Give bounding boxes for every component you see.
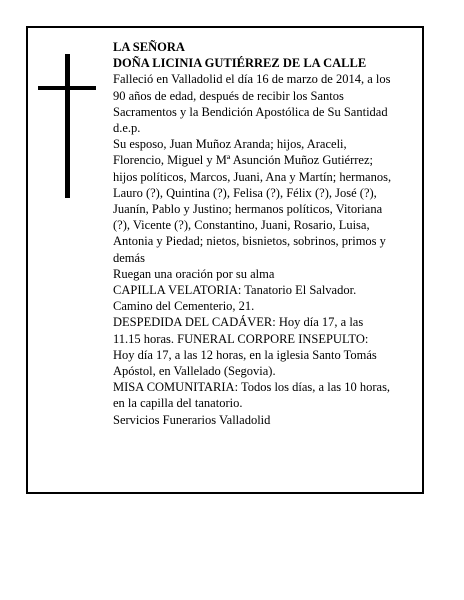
body-line: Florencio, Miguel y Mª Asunción Muñoz Gutiérrez; xyxy=(113,153,374,168)
body-line: Su esposo, Juan Muñoz Aranda; hijos, Araceli, xyxy=(113,137,347,152)
body-line: 11.15 horas. FUNERAL CORPORE INSEPULTO: xyxy=(113,331,369,346)
body-line: Falleció en Valladolid el día 16 de marzo de 2014, a los xyxy=(113,72,391,87)
cross-icon xyxy=(38,54,96,198)
body-line: Apóstol, en Vallelado (Segovia). xyxy=(113,364,276,379)
body-line: Hoy día 17, a las 12 horas, en la iglesia Santo Tomás xyxy=(113,347,377,362)
body-line: hijos políticos, Marcos, Juani, Ana y Martín; hermanos, xyxy=(113,169,392,184)
body-line: demás xyxy=(113,250,145,265)
body-line: en la capilla del tanatorio. xyxy=(113,396,243,411)
body-line: Antonia y Piedad; nietos, bisnietos, sobrinos, primos y xyxy=(113,234,386,249)
heading-title: LA SEÑORA xyxy=(113,40,185,54)
body-line: Servicios Funerarios Valladolid xyxy=(113,412,271,427)
body-line: 90 años de edad, después de recibir los Santos xyxy=(113,88,344,103)
body-line: (?), Vicente (?), Constantino, Juani, Rosario, Luisa, xyxy=(113,218,370,233)
body-line: Camino del Cementerio, 21. xyxy=(113,299,255,314)
body-line: Ruegan una oración por su alma xyxy=(113,266,275,281)
body-line: CAPILLA VELATORIA: Tanatorio El Salvador. xyxy=(113,283,357,298)
cross-vertical-bar xyxy=(65,54,70,198)
body-line: Lauro (?), Quintina (?), Felisa (?), Félix (?), José (?), xyxy=(113,185,377,200)
body-line: Sacramentos y la Bendición Apostólica de Su Santidad xyxy=(113,104,388,119)
cross-horizontal-bar xyxy=(38,86,96,90)
body-line: d.e.p. xyxy=(113,121,141,136)
body-line: Juanín, Pablo y Justino; hermanos políticos, Vitoriana xyxy=(113,202,383,217)
body-line: DESPEDIDA DEL CADÁVER: Hoy día 17, a las xyxy=(113,315,364,330)
deceased-name: DOÑA LICINIA GUTIÉRREZ DE LA CALLE xyxy=(113,56,367,71)
obituary-text xyxy=(113,39,421,428)
body-line: MISA COMUNITARIA: Todos los días, a las 10 horas, xyxy=(113,380,391,395)
